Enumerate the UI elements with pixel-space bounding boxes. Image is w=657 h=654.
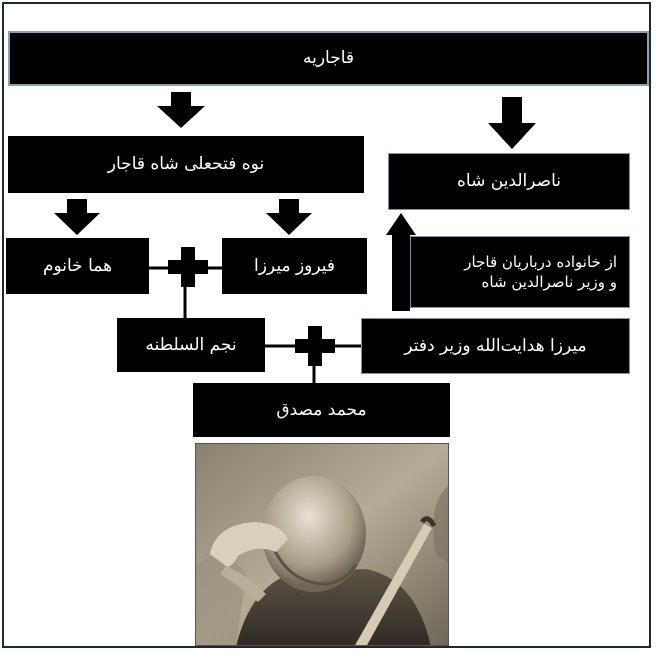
- plus-icon: [295, 326, 335, 366]
- node-hedayat-label: میرزا هدایت‌الله وزیر دفتر: [404, 335, 587, 356]
- node-firouz: [222, 238, 367, 294]
- arrow-down-icon: [54, 199, 100, 235]
- node-najm: [117, 318, 265, 372]
- plus-icon: [168, 247, 208, 287]
- node-hedayat: [361, 318, 630, 374]
- node-grandchild: [8, 136, 364, 193]
- arrow-down-icon: [266, 199, 312, 235]
- node-mosaddegh-label: محمد مصدق: [276, 399, 367, 420]
- node-mosaddegh: [193, 383, 450, 437]
- node-grandchild-label: نوه فتحعلی شاه قاجار: [107, 154, 265, 175]
- node-homa-label: هما خانوم: [42, 255, 113, 276]
- arrow-down-icon: [157, 92, 205, 128]
- portrait-photo: [195, 443, 449, 646]
- node-qajar-label: قاجاریه: [302, 48, 355, 69]
- node-court-note: [410, 236, 630, 308]
- court-note-line1: از خانواده درباریان قاجار: [464, 252, 617, 271]
- node-naser-label: ناصرالدین شاه: [457, 171, 561, 192]
- node-homa: [6, 238, 149, 294]
- node-qajar: [8, 31, 649, 86]
- node-naser: [388, 153, 630, 210]
- node-najm-label: نجم السلطنه: [145, 334, 237, 355]
- arrow-down-icon: [488, 97, 536, 149]
- node-firouz-label: فیروز میرزا: [254, 255, 336, 276]
- court-note-line2: و وزیر ناصرالدین شاه: [481, 273, 617, 291]
